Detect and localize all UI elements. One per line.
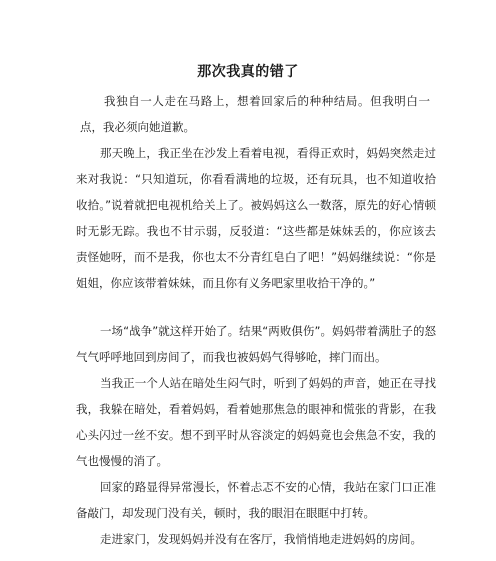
paragraph-5: 回家的路显得异常漫长，怀着忐忑不安的心情，我站在家门口正准备敲门，却发现门没有关，顿时，我的眼泪在眼眶中打转。 bbox=[76, 480, 436, 520]
document-title: 那次我真的错了 bbox=[197, 64, 299, 80]
paragraph-4: 当我正一个人站在暗处生闷气时，听到了妈妈的声音，她正在寻找我，我躲在暗处，看着妈妈，看着她那焦急的眼神和慌张的背影，在我心头闪过一丝不安。想不到平时从容淡定的妈妈竟也会焦急不安，我的气也慢慢的消了。 bbox=[76, 376, 436, 468]
paragraph-1: 我独自一人走在马路上，想着回家后的种种结局。但我明白一点，我必须向她道歉。 bbox=[80, 94, 430, 134]
paragraph-2: 那天晚上，我正坐在沙发上看着电视，看得正欢时，妈妈突然走过来对我说：“只知道玩，你看看满地的垃圾，还有玩具，也不知道收拾收拾。”说着就把电视机给关上了。被妈妈这么一数落，原先的好心情顿时无影无踪。我也不甘示弱，反驳道：“这些都是妹妹丢的，你应该去责怪她呀，而不是我，你也太不分青红皂白了吧！”妈妈继续说：“你是姐姐，你应该带着妹妹，而且你有义务吧家里收拾干净的。” bbox=[76, 146, 436, 290]
paragraph-6: 走进家门，发现妈妈并没有在客厅，我悄悄地走进妈妈的房间。 bbox=[100, 532, 422, 546]
paragraph-3: 一场“战争”就这样开始了。结果“两败俱伤”。妈妈带着满肚子的怒气气呼呼地回到房间了，而我也被妈妈气得够呛，摔门而出。 bbox=[76, 324, 436, 364]
